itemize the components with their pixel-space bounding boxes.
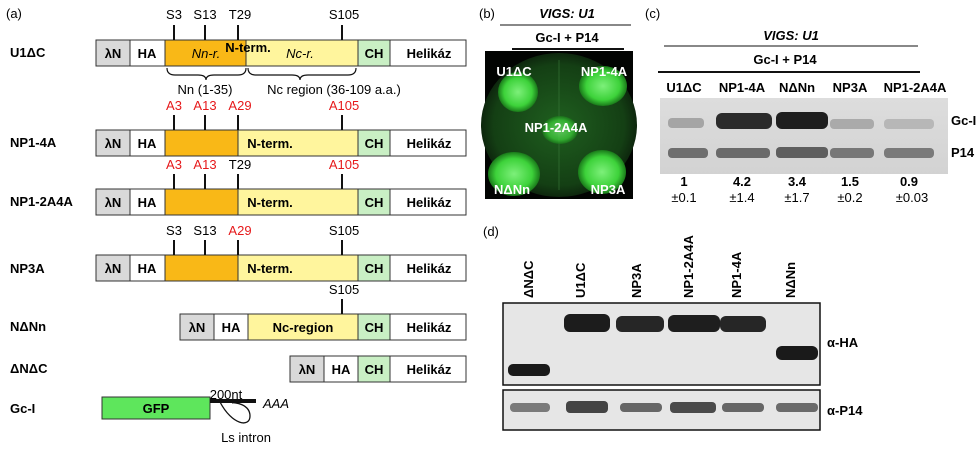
western-blot-p14	[503, 390, 820, 430]
svg-text:ΔNΔC: ΔNΔC	[521, 260, 536, 298]
svg-text:Nc-region: Nc-region	[272, 320, 334, 335]
svg-text:α-HA: α-HA	[827, 335, 859, 350]
svg-text:N-term.: N-term.	[247, 195, 293, 210]
svg-text:A105: A105	[328, 157, 360, 172]
svg-text:A105: A105	[328, 98, 360, 113]
svg-text:A3: A3	[166, 98, 182, 113]
svg-text:0.9: 0.9	[899, 174, 919, 189]
svg-text:λN: λN	[104, 136, 122, 151]
svg-text:λN: λN	[104, 46, 122, 61]
svg-text:NP1-4A: NP1-4A	[729, 251, 744, 298]
svg-text:Gc-I + P14: Gc-I + P14	[753, 52, 817, 67]
svg-text:GFP: GFP	[142, 401, 170, 416]
svg-text:Nn (1-35): Nn (1-35)	[177, 82, 233, 97]
panel-d-label: (d)	[483, 224, 499, 239]
svg-text:S105: S105	[328, 223, 360, 238]
svg-text:NP1-4A: NP1-4A	[580, 64, 628, 79]
svg-text:CH: CH	[364, 362, 384, 377]
svg-text:Gc-I + P14: Gc-I + P14	[535, 30, 599, 45]
svg-text:±0.1: ±0.1	[671, 190, 697, 205]
svg-text:T29: T29	[228, 157, 252, 172]
svg-text:CH: CH	[364, 261, 384, 276]
construct-u1dc	[10, 7, 466, 97]
svg-text:Helikáz: Helikáz	[406, 46, 452, 61]
construct-np1-4a	[10, 98, 466, 156]
svg-text:U1ΔC: U1ΔC	[496, 64, 532, 79]
svg-text:HA: HA	[137, 46, 157, 61]
svg-text:Helikáz: Helikáz	[406, 261, 452, 276]
svg-text:±0.03: ±0.03	[895, 190, 929, 205]
svg-text:Helikáz: Helikáz	[406, 136, 452, 151]
svg-text:HA: HA	[221, 320, 241, 335]
svg-text:HA: HA	[137, 136, 157, 151]
svg-text:S13: S13	[193, 223, 217, 238]
northern-blot	[660, 98, 948, 174]
svg-text:NP1-4A: NP1-4A	[718, 80, 766, 95]
svg-text:A3: A3	[166, 157, 182, 172]
svg-text:A13: A13	[193, 98, 217, 113]
svg-text:NΔNn: NΔNn	[778, 80, 816, 95]
construct-np3a	[10, 223, 466, 281]
leaf-photo	[481, 51, 637, 199]
svg-text:A29: A29	[228, 98, 252, 113]
panel-a-label: (a)	[6, 6, 22, 21]
svg-text:Ls intron: Ls intron	[221, 430, 271, 445]
svg-text:Gc-I: Gc-I	[951, 113, 977, 128]
svg-text:N-term.: N-term.	[247, 136, 293, 151]
svg-text:U1ΔC: U1ΔC	[573, 262, 588, 298]
svg-text:CH: CH	[364, 195, 384, 210]
svg-text:Gc-I: Gc-I	[10, 401, 36, 416]
intron-loop	[220, 402, 250, 423]
svg-text:CH: CH	[364, 46, 384, 61]
svg-text:NP1-2A4A: NP1-2A4A	[883, 80, 947, 95]
svg-text:U1ΔC: U1ΔC	[666, 80, 702, 95]
svg-text:P14: P14	[951, 145, 975, 160]
svg-text:S105: S105	[328, 282, 360, 297]
svg-text:HA: HA	[331, 362, 351, 377]
svg-text:S105: S105	[328, 7, 360, 22]
svg-text:1: 1	[680, 174, 688, 189]
svg-text:NΔNn: NΔNn	[10, 319, 47, 334]
svg-text:λN: λN	[298, 362, 316, 377]
svg-text:NP3A: NP3A	[629, 263, 644, 298]
svg-text:ΔNΔC: ΔNΔC	[10, 361, 48, 376]
svg-text:CH: CH	[364, 320, 384, 335]
svg-text:NP1-4A: NP1-4A	[10, 135, 57, 150]
svg-text:α-P14: α-P14	[827, 403, 863, 418]
svg-text:HA: HA	[137, 195, 157, 210]
svg-text:NΔNn: NΔNn	[493, 182, 531, 197]
svg-text:Helikáz: Helikáz	[406, 362, 452, 377]
svg-text:N-term.: N-term.	[225, 40, 271, 55]
construct-np1-2a4a	[10, 157, 466, 215]
svg-text:NP3A: NP3A	[10, 261, 45, 276]
svg-text:A29: A29	[228, 223, 252, 238]
svg-text:HA: HA	[137, 261, 157, 276]
construct-ndnn	[10, 282, 466, 340]
svg-text:NP3A: NP3A	[590, 182, 626, 197]
svg-text:A13: A13	[193, 157, 217, 172]
svg-text:Nc region (36-109 a.a.): Nc region (36-109 a.a.)	[267, 82, 401, 97]
svg-text:NP3A: NP3A	[832, 80, 868, 95]
svg-text:VIGS: U1: VIGS: U1	[539, 6, 595, 21]
svg-text:T29: T29	[228, 7, 252, 22]
construct-dndc	[10, 356, 466, 382]
svg-text:NP1-2A4A: NP1-2A4A	[681, 235, 696, 298]
svg-text:200nt: 200nt	[209, 387, 243, 402]
svg-text:NP1-2A4A: NP1-2A4A	[10, 194, 73, 209]
svg-text:VIGS: U1: VIGS: U1	[763, 28, 819, 43]
svg-text:±1.7: ±1.7	[784, 190, 810, 205]
svg-text:NΔNn: NΔNn	[783, 261, 798, 298]
svg-text:λN: λN	[104, 261, 122, 276]
svg-text:CH: CH	[364, 136, 384, 151]
svg-text:N-term.: N-term.	[247, 261, 293, 276]
panel-c-label: (c)	[645, 6, 661, 21]
svg-text:4.2: 4.2	[732, 174, 752, 189]
svg-text:Helikáz: Helikáz	[406, 195, 452, 210]
svg-text:S3: S3	[166, 223, 182, 238]
svg-text:NP1-2A4A: NP1-2A4A	[524, 120, 588, 135]
svg-text:Nn-r.: Nn-r.	[191, 46, 221, 61]
svg-text:Helikáz: Helikáz	[406, 320, 452, 335]
svg-text:±0.2: ±0.2	[837, 190, 863, 205]
construct-name: U1ΔC	[10, 45, 46, 60]
svg-text:1.5: 1.5	[840, 174, 860, 189]
gci-reporter	[10, 387, 289, 445]
svg-text:±1.4: ±1.4	[729, 190, 755, 205]
svg-text:S13: S13	[193, 7, 217, 22]
svg-text:Nc-r.: Nc-r.	[286, 46, 314, 61]
svg-text:S3: S3	[166, 7, 182, 22]
western-blot-ha	[503, 303, 820, 385]
panel-b-label: (b)	[479, 6, 495, 21]
svg-text:λN: λN	[188, 320, 206, 335]
svg-text:AAA: AAA	[262, 396, 290, 411]
svg-text:λN: λN	[104, 195, 122, 210]
svg-text:3.4: 3.4	[787, 174, 807, 189]
